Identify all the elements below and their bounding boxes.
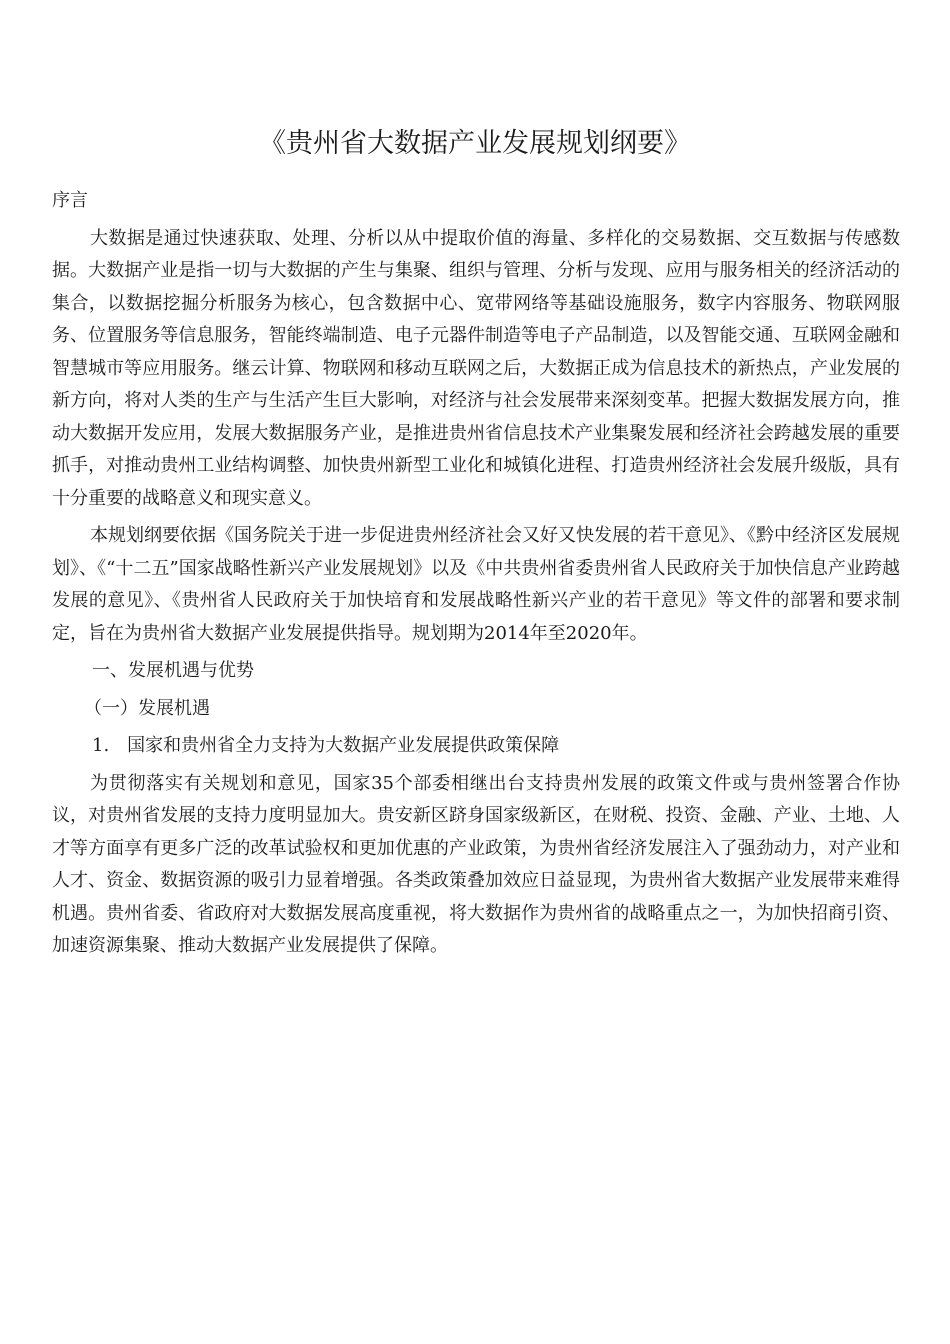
paragraph-big-data-definition: 大数据是通过快速获取、处理、分析以从中提取价值的海量、多样化的交易数据、交互数据与传感数据。大数据产业是指一切与大数据的产生与集聚、组织与管理、分析与发现、应用与服务相关的经济活动的集合，以数据挖掘分析服务为核心，包含数据中心、宽带网络等基础设施服务，数字内容服务、物联网服务、位置服务等信息服务，智能终端制造、电子元器件制造等电子产品制造，以及智能交通、互联网金融和智慧城市等应用服务。继云计算、物联网和移动互联网之后，大数据正成为信息技术的新热点，产业发展的新方向，将对人类的生产与生活产生巨大影响，对经济与社会发展带来深刻变革。把握大数据发展方向，推动大数据开发应用，发展大数据服务产业，是推进贵州省信息技术产业集聚发展和经济社会跨越发展的重要抓手，对推动贵州工业结构调整、加快贵州新型工业化和城镇化进程、打造贵州经济社会发展升级版，具有十分重要的战略意义和现实意义。 [52,227,900,509]
document-body [52,185,900,963]
paragraph-planning-basis: 本规划纲要依据《国务院关于进一步促进贵州经济社会又好又快发展的若干意见》、《黔中经济区发展规划》、《“十二五”国家战略性新兴产业发展规划》以及《中共贵州省委贵州省人民政府关于加快信息产业跨越发展的意见》、《贵州省人民政府关于加快培育和发展战略性新兴产业的若干意见》等文件的部署和要求制定，旨在为贵州省大数据产业发展提供指导。规划期为2014年至2020年。 [52,525,900,644]
section-heading: 一、发展机遇与优势 [92,660,254,681]
paragraph-policy-support: 为贯彻落实有关规划和意见，国家35个部委相继出台支持贵州发展的政策文件或与贵州签署合作协议，对贵州省发展的支持力度明显加大。贵安新区跻身国家级新区，在财税、投资、金融、产业、土地、人才等方面享有更多广泛的改革试验权和更加优惠的产业政策，为贵州省经济发展注入了强劲动力，对产业和人才、资金、数据资源的吸引力显着增强。各类政策叠加效应日益显现，为贵州省大数据产业发展带来难得机遇。贵州省委、省政府对大数据发展高度重视，将大数据作为贵州省的战略重点之一，为加快招商引资、加速资源集聚、推动大数据产业发展提供了保障。 [52,772,900,956]
subsection-heading: （一）发展机遇 [84,697,210,719]
item-heading: 1. 国家和贵州省全力支持为大数据产业发展提供政策保障 [92,735,560,756]
document-title: 《贵州省大数据产业发展规划纲要》 [259,128,691,159]
preface-heading: 序言 [52,190,88,211]
